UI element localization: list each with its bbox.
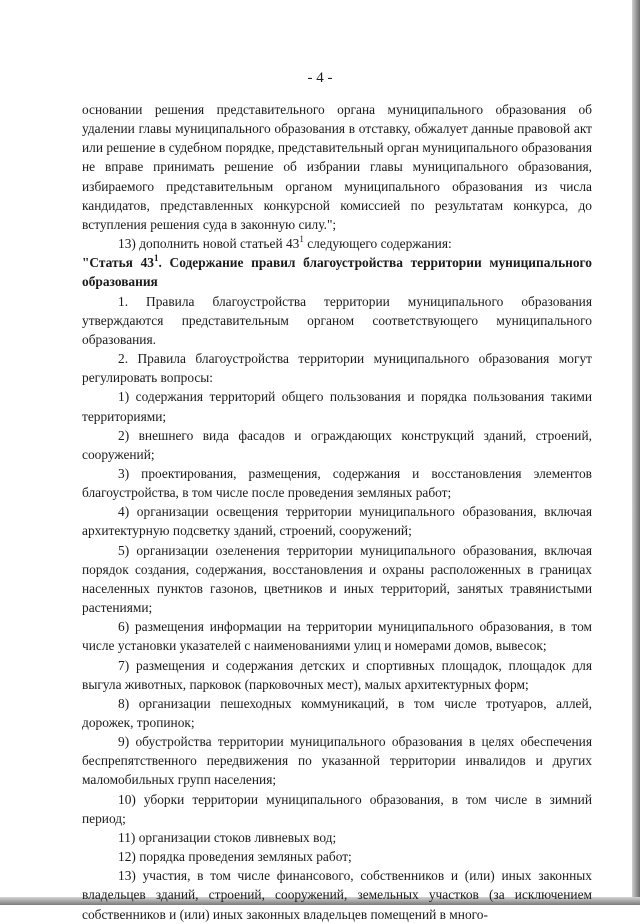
intro-paragraph: основании решения представительного органа муниципального образования об удалении главы муниципального образования в отставку, обжалует данные правовой акт или решение в судебном порядке, представительный орган муниципального образования не вправе принимать решение об избрании главы муниципального образования, избираемого представительным органом муниципального образования из числа кандидатов, представленных конкурсной комиссией по результатам конкурса, до вступления решения суда в законную силу."; [82,102,592,232]
list-item-6: 6) размещения информации на территории муниципального образования, в том числе установки указателей с наименованиями улиц и номерами домов, вывесок; [82,619,592,654]
list-item-10: 10) уборки территории муниципального образования, в том числе в зимний период; [82,791,592,826]
article-heading-superscript: 1 [154,252,159,263]
list-item-1: 1) содержания территорий общего пользования и порядка пользования такими территориями; [82,389,592,424]
document-body [82,100,592,924]
page-number: - 4 - [307,70,333,86]
article-heading-prefix: "Статья 43 [82,255,154,271]
article-heading [82,253,592,291]
list-item-7: 7) размещения и содержания детских и спортивных площадок, площадок для выгула животных, парковок (парковочных мест), малых архитектурных форм; [82,657,592,692]
list-item-8: 8) организации пешеходных коммуникаций, в том числе тротуаров, аллей, дорожек, тропинок; [82,695,592,730]
list-item-5: 5) организации озеленения территории муниципального образования, включая порядок создания, содержания, восстановления и охраны расположенных в границах населенных пунктов газонов, цветников и иных территорий, занятых травянистыми растениями; [82,542,592,616]
amendment-prefix: 13) дополнить новой статьей 43 [118,236,300,252]
paragraph-1: 1. Правила благоустройства территории муниципального образования утверждаются представительным органом соответствующего муниципального образования. [82,293,592,347]
list-item-11: 11) организации стоков ливневых вод; [118,829,337,845]
paragraph-2: 2. Правила благоустройства территории муниципального образования могут регулировать вопросы: [82,351,592,386]
amendment-suffix: следующего содержания: [303,236,452,252]
amendment-paragraph [82,234,592,253]
article-heading-title: . Содержание правил благоустройства территории муниципального образования [82,255,592,290]
list-item-3: 3) проектирования, размещения, содержания и восстановления элементов благоустройства, в том числе после проведения земляных работ; [82,465,592,501]
list-item-12: 12) порядка проведения земляных работ; [118,849,352,865]
scan-edge-right [632,0,640,905]
list-item-9: 9) обустройства территории муниципального образования в целях обеспечения беспрепятственного передвижения по указанной территории инвалидов и других маломобильных групп населения; [82,734,592,788]
amendment-superscript: 1 [299,233,304,244]
list-item-13: 13) участия, в том числе финансового, собственников и (или) иных законных владельцев зданий, строений, сооружений, земельных участков (за исключением собственников и (или) иных законных владельцев помещений в много- [82,868,592,922]
list-item-4: 4) организации освещения территории муниципального образования, включая архитектурную подсветку зданий, строений, сооружений; [82,504,592,539]
list-item-2: 2) внешнего вида фасадов и ограждающих конструкций зданий, строений, сооружений; [82,427,592,462]
